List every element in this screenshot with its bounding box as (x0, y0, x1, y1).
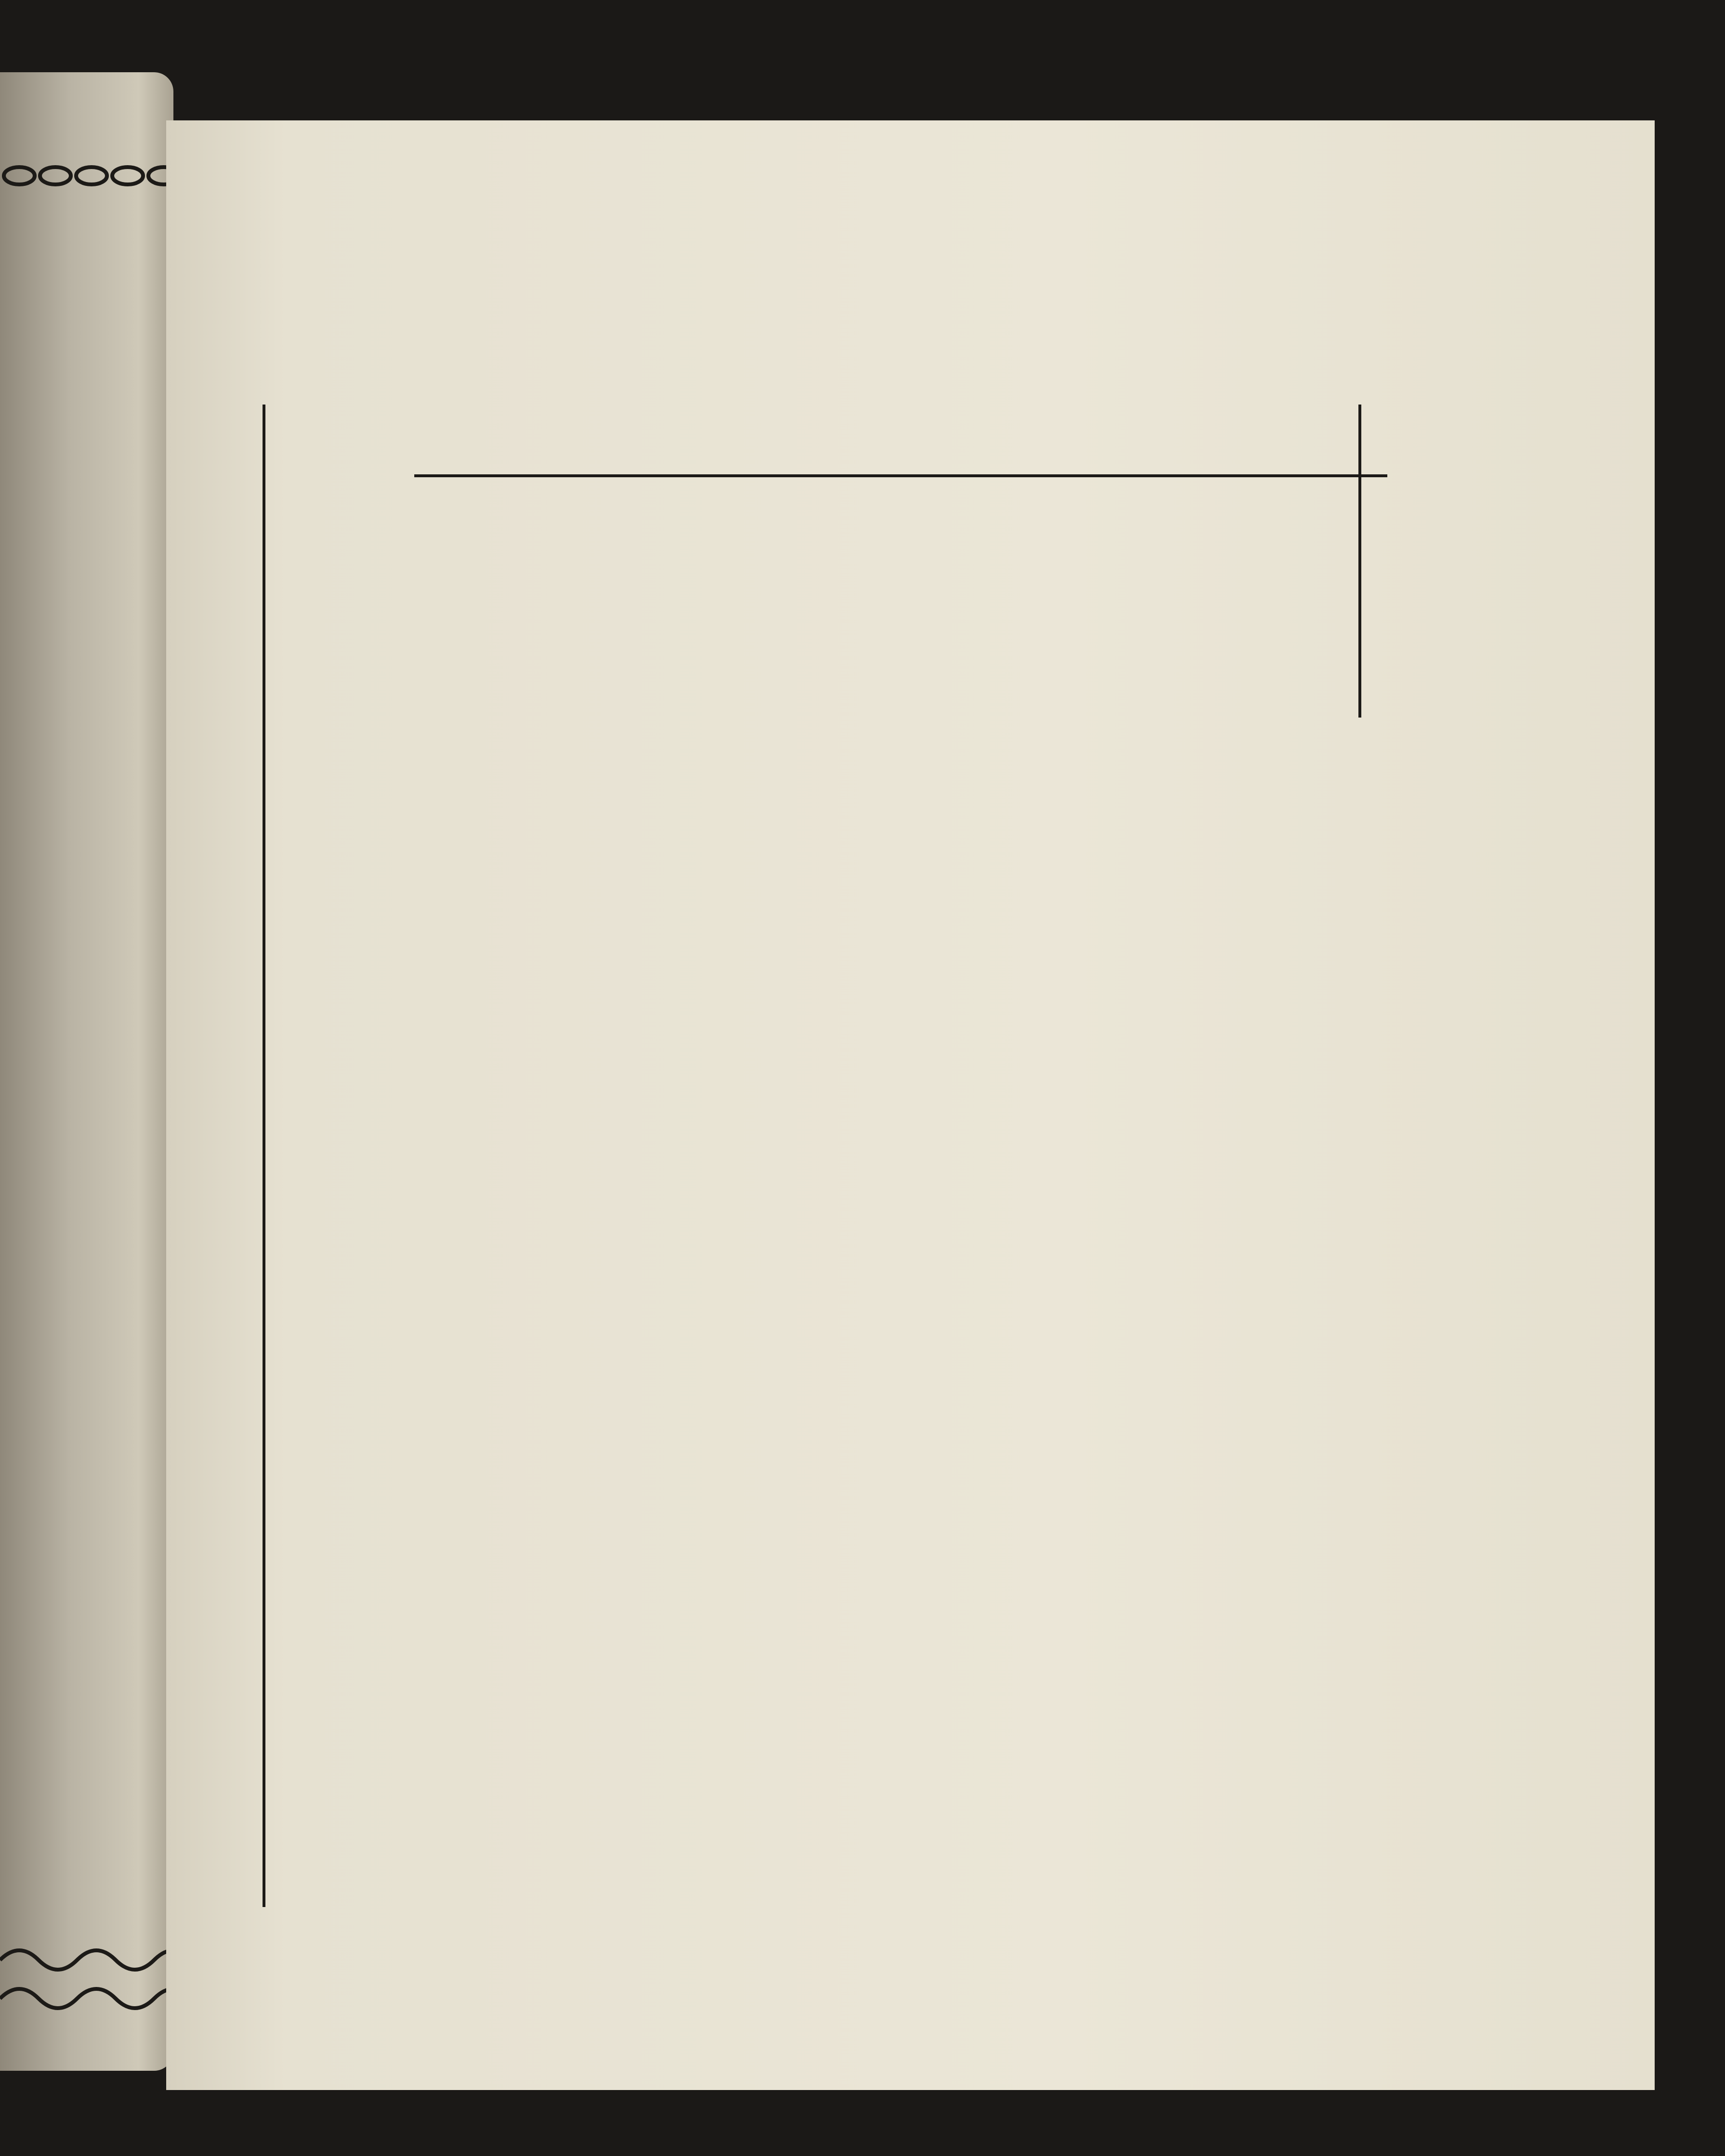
text-frame-left-rule (263, 405, 265, 1907)
column-divider-rule (1358, 405, 1361, 718)
right-border-ormament (1554, 294, 1597, 1878)
fleuron-row-ornament (212, 1999, 1594, 2071)
left-border-ornament (212, 294, 255, 1878)
top-border-ornament (212, 241, 1594, 294)
left-facing-page (0, 72, 173, 2071)
left-page-top-ornament (0, 159, 173, 193)
left-page-bottom-ornament (0, 1941, 173, 2018)
running-head-rule (414, 474, 1387, 477)
lower-border-ornament (243, 1950, 1554, 1989)
main-page (166, 120, 1655, 2090)
